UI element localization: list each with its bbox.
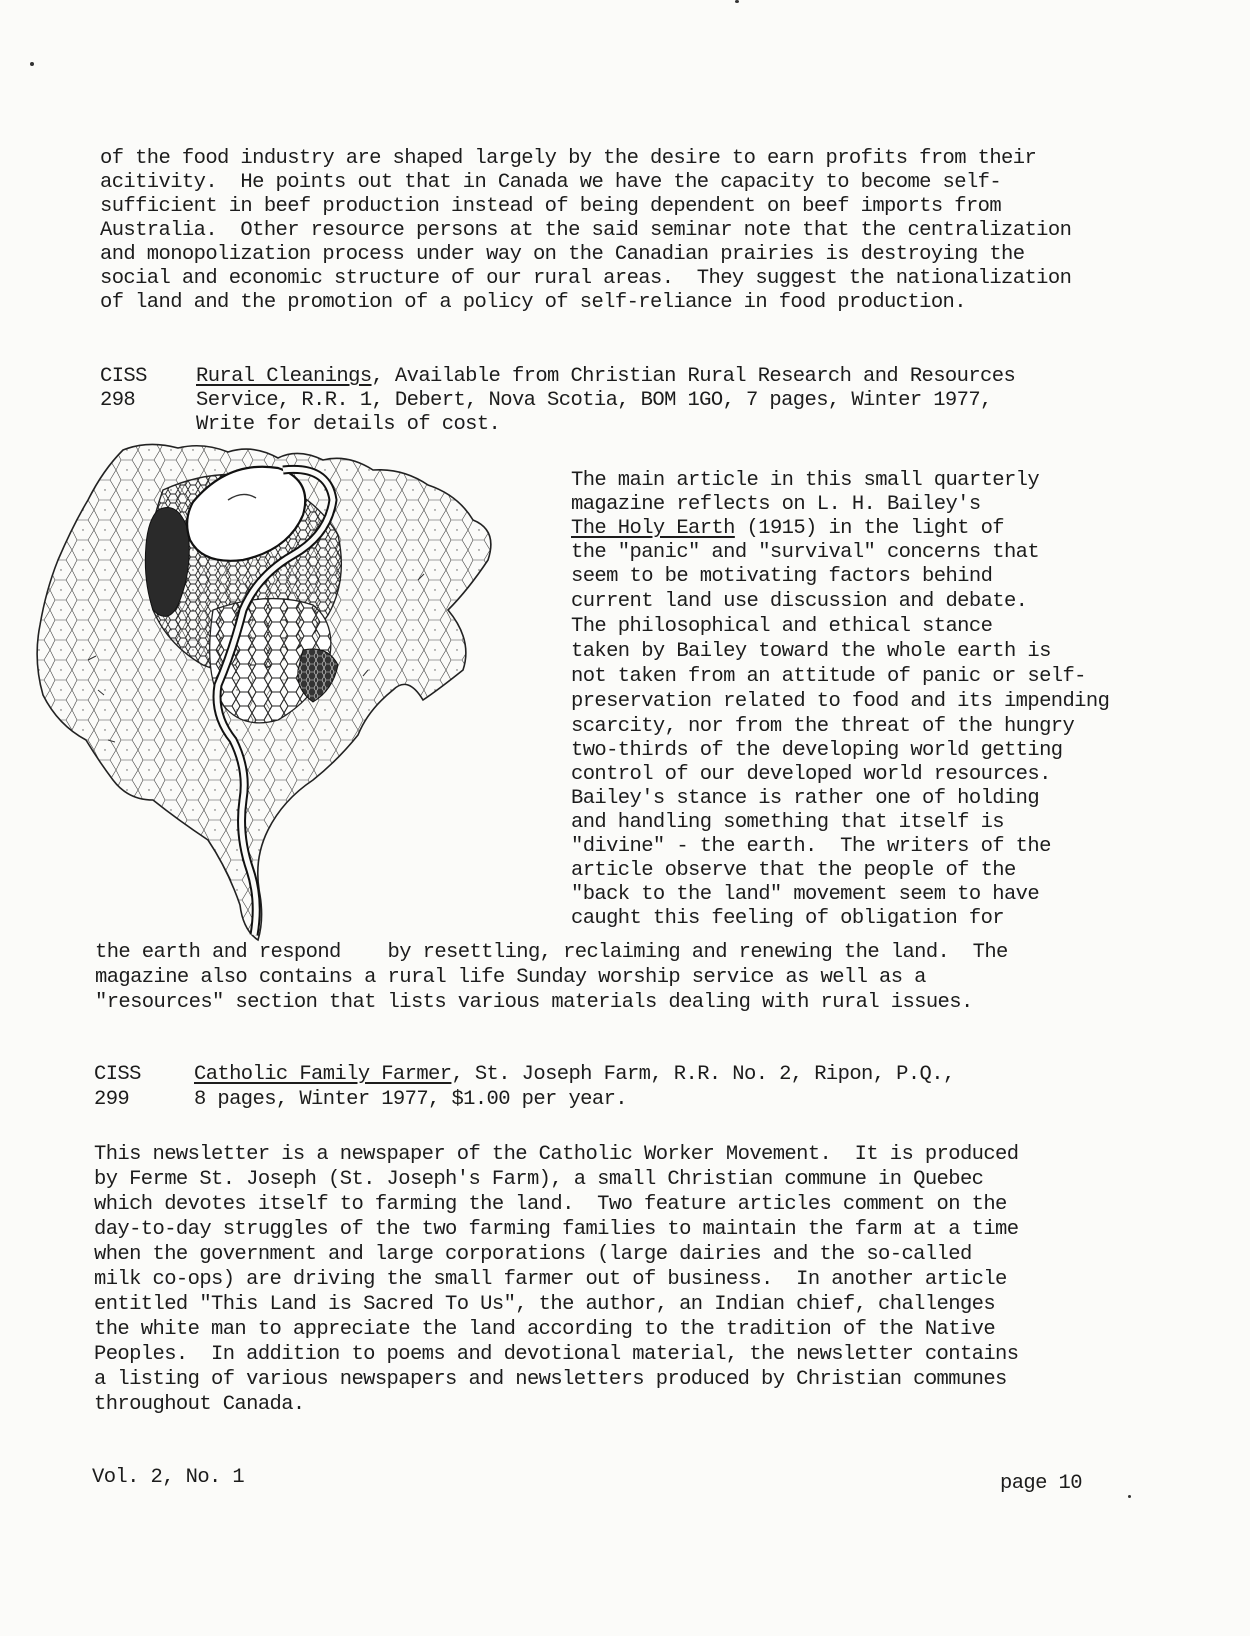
entry-body-line: which devotes itself to farming the land. Two feature articles comment on the [94, 1193, 1007, 1216]
intro-line: sufficient in beef production instead of being dependent on beef imports from [100, 195, 1002, 218]
entry-body-line: preservation related to food and its impending [571, 690, 1110, 713]
entry-body-line: magazine also contains a rural life Sunday worship service as well as a [95, 966, 926, 989]
earth-illustration [28, 440, 506, 945]
entry-body-line: throughout Canada. [94, 1393, 305, 1416]
entry-body-line: The main article in this small quarterly [571, 469, 1040, 492]
entry-body-line: entitled "This Land is Sacred To Us", the author, an Indian chief, challenges [94, 1293, 996, 1316]
entry-body-line: caught this feeling of obligation for [571, 907, 1004, 930]
entry-citation-rest: , Available from Christian Rural Research and Resources [371, 365, 1016, 388]
entry-body-line: "resources" section that lists various materials dealing with rural issues. [95, 991, 973, 1014]
scan-speck [1128, 1495, 1131, 1498]
entry-citation-line [194, 1062, 955, 1087]
entry-body-line: "divine" - the earth. The writers of the [571, 835, 1051, 858]
intro-line: Australia. Other resource persons at the said seminar note that the centralization [100, 219, 1072, 242]
entry-body-line: the "panic" and "survival" concerns that [571, 541, 1040, 564]
entry-body-line: This newsletter is a newspaper of the Catholic Worker Movement. It is produced [94, 1143, 1019, 1166]
entry-citation-line: Write for details of cost. [196, 413, 501, 436]
entry-code-ciss: CISS [100, 365, 147, 388]
entry-code-number: 299 [94, 1088, 130, 1111]
entry-body-line: Bailey's stance is rather one of holding [571, 787, 1040, 810]
intro-line: acitivity. He points out that in Canada we have the capacity to become self- [100, 171, 1002, 194]
scan-speck [30, 62, 34, 66]
entry-body-line: "back to the land" movement seem to have [571, 883, 1040, 906]
entry-body-line: article observe that the people of the [571, 859, 1016, 882]
entry-body-line: when the government and large corporations (large dairies and the so-called [94, 1243, 972, 1266]
scan-speck [735, 0, 739, 3]
entry-body-line: seem to be motivating factors behind [571, 565, 993, 588]
entry-body-line: and handling something that itself is [571, 811, 1004, 834]
entry-body-line: the earth and respond by resettling, reclaiming and renewing the land. The [95, 941, 1008, 964]
entry-body-line: magazine reflects on L. H. Bailey's [571, 493, 981, 516]
entry-body-line: scarcity, nor from the threat of the hungry [571, 715, 1075, 738]
entry-body-line: not taken from an attitude of panic or self- [571, 665, 1086, 688]
entry-body-line: day-to-day struggles of the two farming families to maintain the farm at a time [94, 1218, 1019, 1241]
entry-body-line: Peoples. In addition to poems and devotional material, the newsletter contains [94, 1343, 1019, 1366]
page-number: page 10 [1000, 1472, 1082, 1495]
entry-body-line: The philosophical and ethical stance [571, 615, 993, 638]
entry-body-line: current land use discussion and debate. [571, 590, 1028, 613]
entry-body-line: taken by Bailey toward the whole earth is [571, 640, 1051, 663]
entry-citation-line: 8 pages, Winter 1977, $1.00 per year. [194, 1088, 627, 1111]
intro-line: of land and the promotion of a policy of self-reliance in food production. [100, 291, 966, 314]
entry-title: Rural Cleanings [196, 365, 372, 388]
entry-body-line: by Ferme St. Joseph (St. Joseph's Farm), a small Christian commune in Quebec [94, 1168, 984, 1191]
intro-line: social and economic structure of our rural areas. They suggest the nationalization [100, 267, 1072, 290]
entry-body-line: two-thirds of the developing world getting [571, 739, 1063, 762]
entry-code-number: 298 [100, 389, 136, 412]
entry-citation-line [196, 364, 1015, 389]
entry-body-line: milk co-ops) are driving the small farmer out of business. In another article [94, 1268, 1007, 1291]
intro-line: and monopolization process under way on the Canadian prairies is destroying the [100, 243, 1025, 266]
entry-body-line [571, 516, 1004, 541]
entry-title: Catholic Family Farmer [194, 1063, 452, 1086]
entry-body-line: a listing of various newspapers and newsletters produced by Christian communes [94, 1368, 1007, 1391]
book-title: The Holy Earth [571, 517, 735, 540]
entry-code-ciss: CISS [94, 1063, 141, 1086]
entry-citation-line: Service, R.R. 1, Debert, Nova Scotia, BOM 1GO, 7 pages, Winter 1977, [196, 389, 992, 412]
entry-body-line: control of our developed world resources. [571, 763, 1051, 786]
book-year: (1915) in the light of [734, 517, 1004, 540]
entry-body-line: the white man to appreciate the land according to the tradition of the Native [94, 1318, 996, 1341]
volume-number: Vol. 2, No. 1 [92, 1466, 245, 1489]
entry-citation-rest: , St. Joseph Farm, R.R. No. 2, Ripon, P.Q., [451, 1063, 955, 1086]
intro-line: of the food industry are shaped largely by the desire to earn profits from their [100, 147, 1037, 170]
